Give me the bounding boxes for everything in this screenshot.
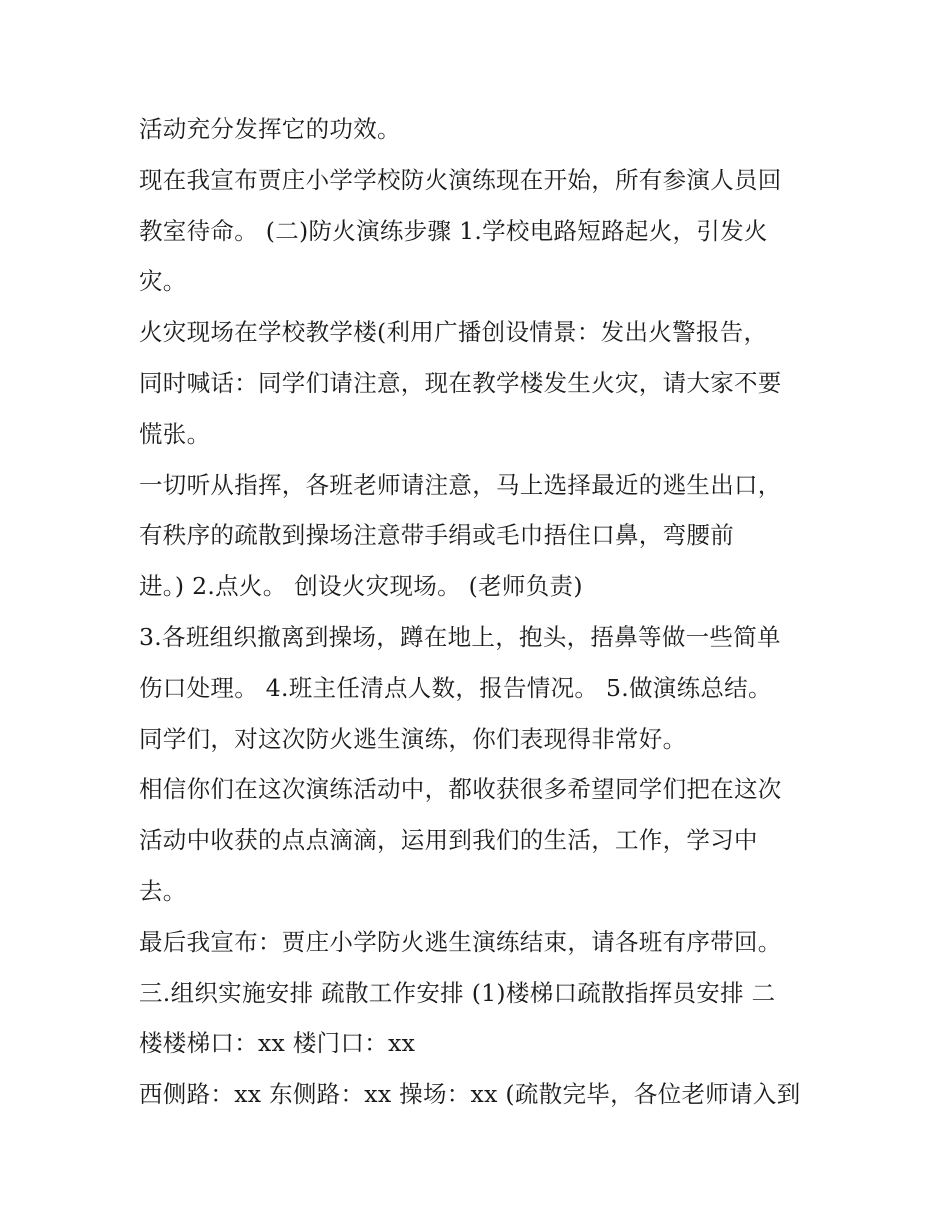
text-line: 楼楼梯口：xx 楼门口：xx — [139, 1029, 416, 1058]
text-line: 火灾现场在学校教学楼(利用广播创设情景：发出火警报告， — [139, 318, 768, 347]
text-line: 去。 — [139, 876, 187, 905]
text-line: 慌张。 — [139, 419, 211, 448]
text-line: 同时喊话：同学们请注意，现在教学楼发生火灾，请大家不要 — [139, 368, 782, 397]
text-line: 有秩序的疏散到操场注意带手绢或毛巾捂住口鼻，弯腰前 — [139, 521, 734, 550]
text-line: 同学们，对这次防火逃生演练，你们表现得非常好。 — [139, 724, 687, 753]
text-line: 西侧路：xx 东侧路：xx 操场：xx (疏散完毕，各位老师请入到 — [139, 1080, 801, 1109]
text-line: 教室待命。 (二)防火演练步骤 1.学校电路短路起火，引发火 — [139, 216, 768, 245]
text-line: 3.各班组织撤离到操场，蹲在地上，抱头，捂鼻等做一些简单 — [139, 622, 781, 651]
text-line: 灾。 — [139, 267, 187, 296]
text-line: 现在我宣布贾庄小学学校防火演练现在开始，所有参演人员回 — [139, 165, 782, 194]
text-line: 相信你们在这次演练活动中，都收获很多希望同学们把在这次 — [139, 775, 782, 804]
text-line: 活动中收获的点点滴滴，运用到我们的生活，工作，学习中 — [139, 826, 758, 855]
text-line: 最后我宣布：贾庄小学防火逃生演练结束，请各班有序带回。 — [139, 927, 782, 956]
text-line: 一切听从指挥，各班老师请注意，马上选择最近的逃生出口， — [139, 470, 782, 499]
text-line: 活动充分发挥它的功效。 — [139, 115, 401, 143]
text-line: 进。) 2.点火。 创设火灾现场。 (老师负责) — [139, 572, 583, 601]
text-line: 伤口处理。 4.班主任清点人数，报告情况。 5.做演练总结。 — [139, 673, 772, 702]
document-body — [139, 104, 829, 1120]
text-line: 三.组织实施安排 疏散工作安排 (1)楼梯口疏散指挥员安排 二 — [139, 978, 776, 1007]
